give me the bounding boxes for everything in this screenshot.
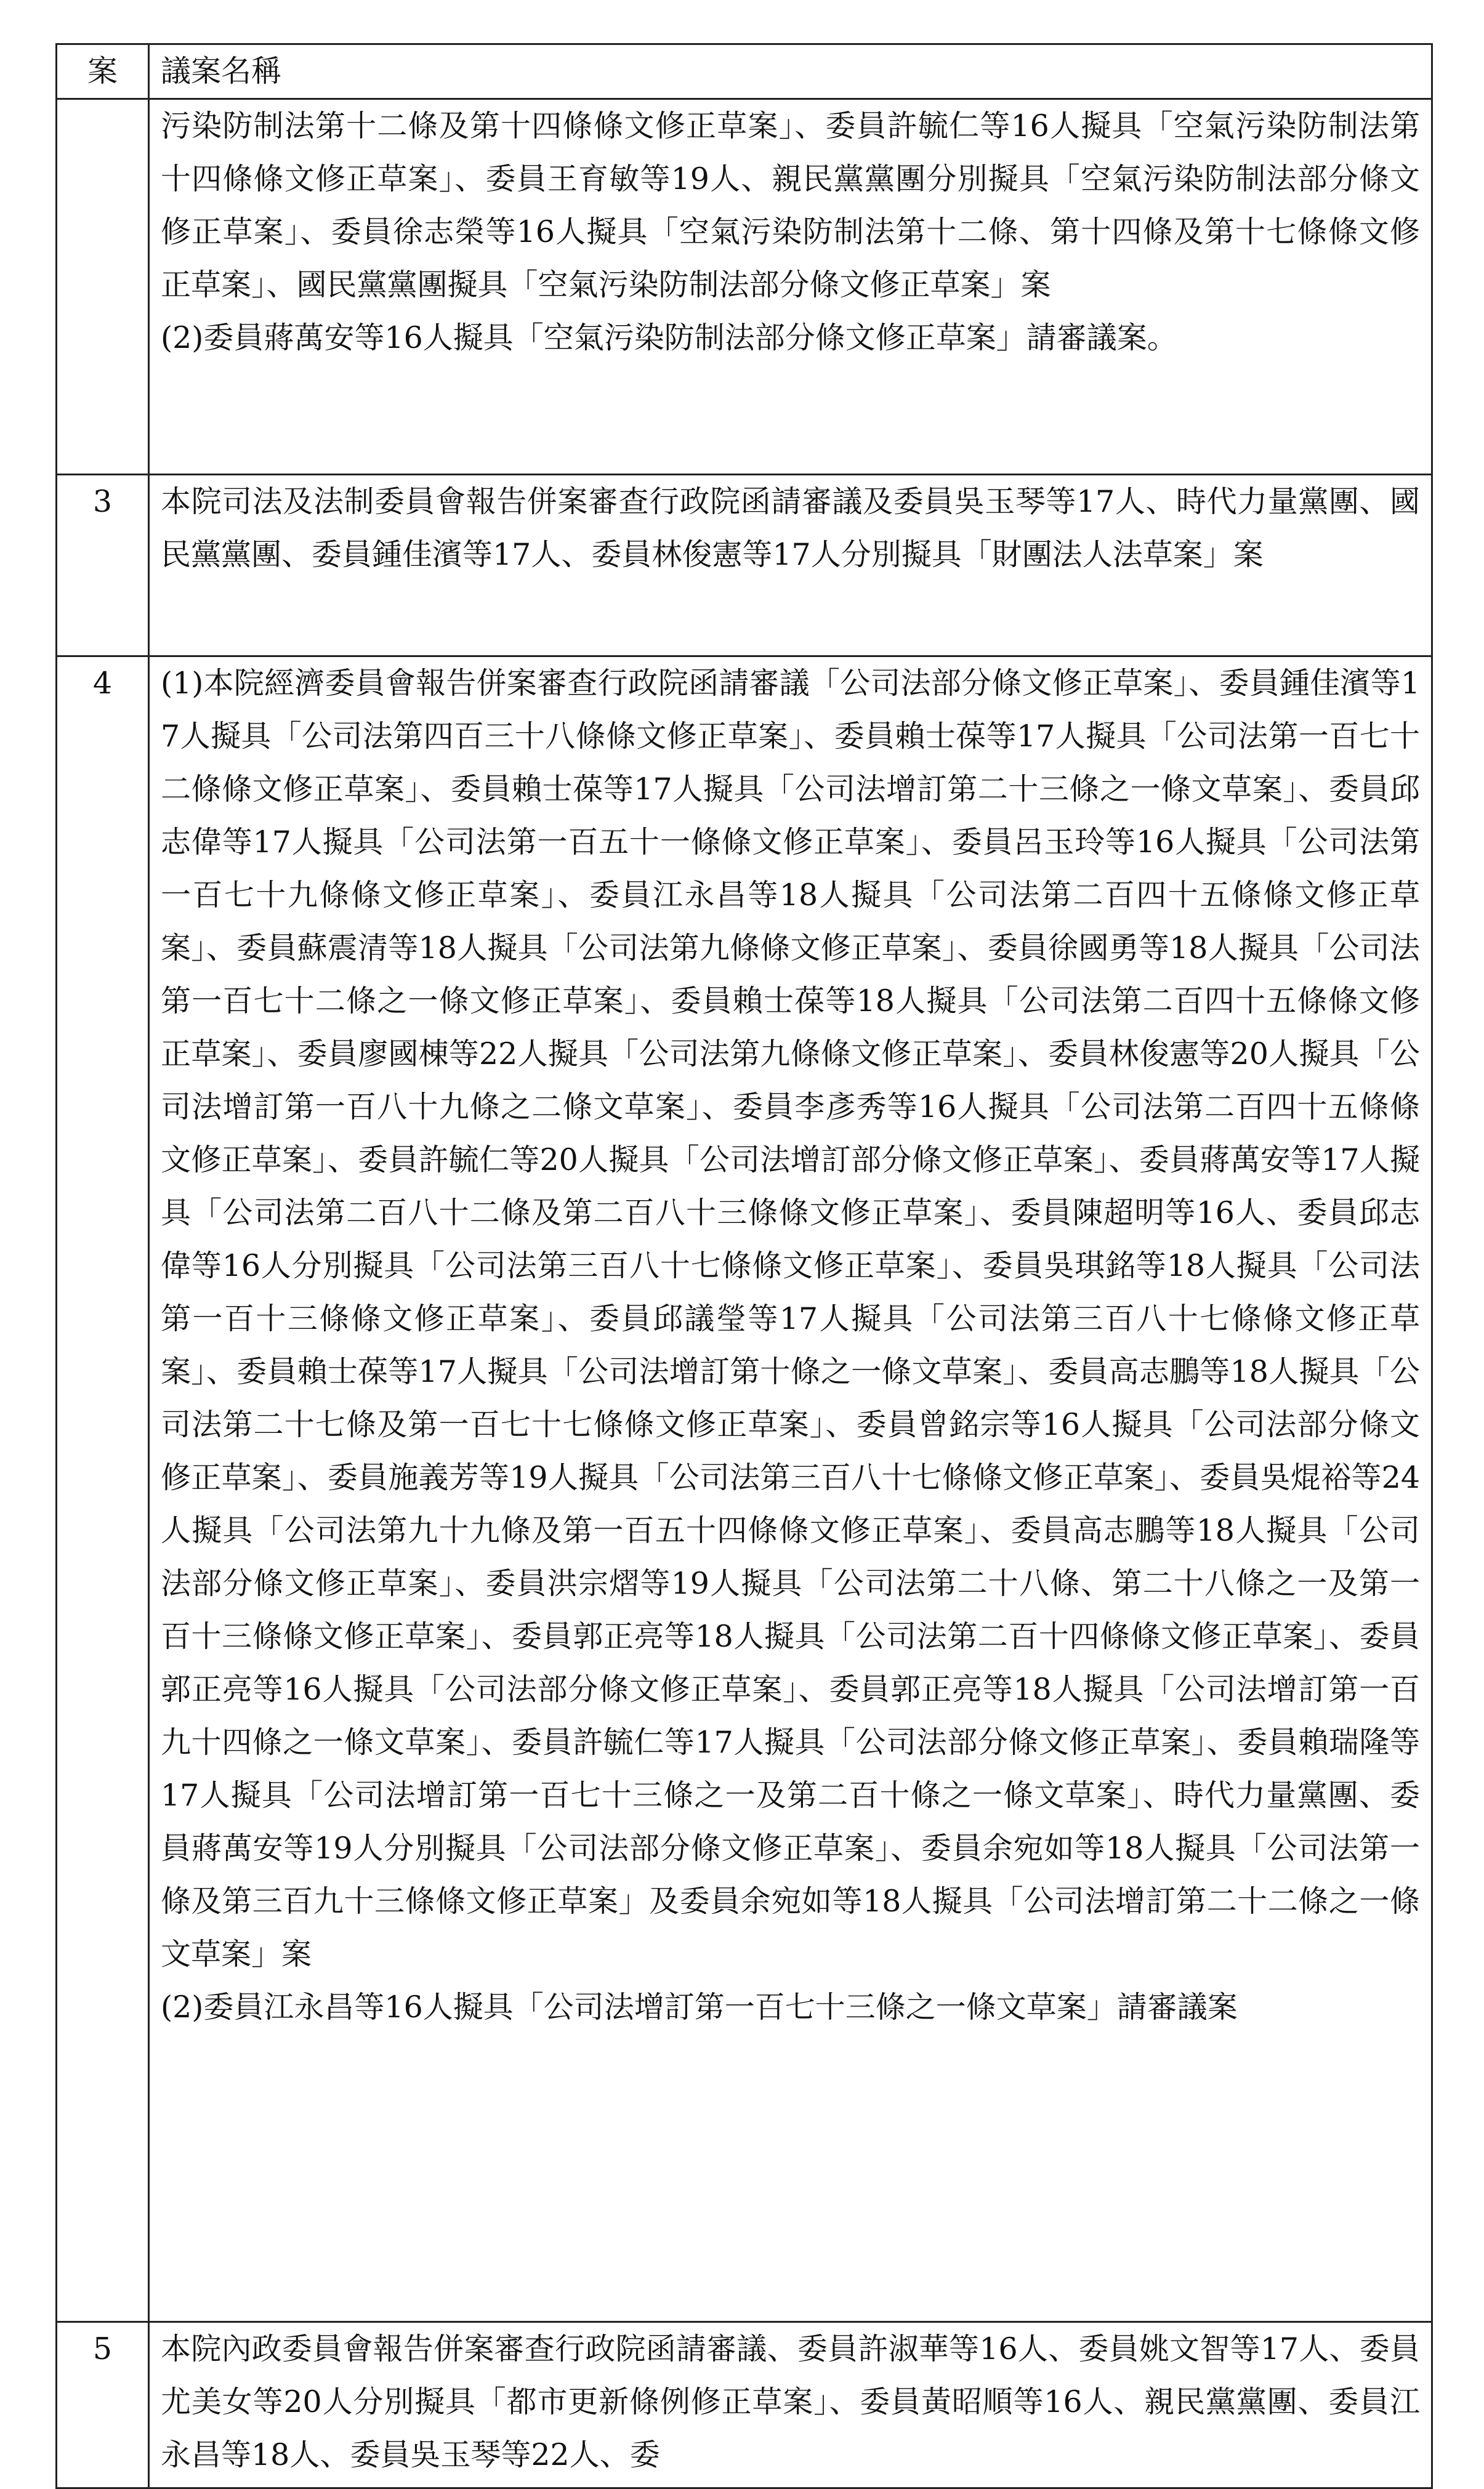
- row-case-number: 3: [57, 475, 149, 656]
- bill-text: 污染防制法第十二條及第十四條條文修正草案」、委員許毓仁等16人擬具「空氣污染防制法第十四條條文修正草案」、委員王育敏等19人、親民黨黨團分別擬具「空氣污染防制法部分條文修正草案」、委員徐志榮等16人擬具「空氣污染防制法第十二條、第十四條及第十七條條文修正草案」、國民黨黨團擬具「空氣污染防制法部分條文修正草案」案: [161, 108, 1420, 302]
- row-case-number: 4: [57, 656, 149, 2322]
- row-bill-name: [149, 475, 1432, 656]
- bill-text: 本院內政委員會報告併案審查行政院函請審議、委員許淑華等16人、委員姚文智等17人、委員尤美女等20人分別擬具「都市更新條例修正草案」、委員黃昭順等16人、親民黨黨團、委員江永昌等18人、委員吳玉琴等22人、委: [161, 2331, 1420, 2472]
- table-row: [57, 99, 1432, 475]
- header-case-number: 案: [57, 44, 149, 99]
- row-bill-name: [149, 656, 1432, 2322]
- bill-table: [55, 43, 1433, 2489]
- row-bill-name: [149, 99, 1432, 475]
- row-bill-name: [149, 2322, 1432, 2488]
- table-header-row: [57, 44, 1432, 99]
- row-case-number: 5: [57, 2322, 149, 2488]
- table-row: [57, 475, 1432, 656]
- table-row: [57, 2322, 1432, 2488]
- bill-text: 本院司法及法制委員會報告併案審查行政院函請審議及委員吳玉琴等17人、時代力量黨團、國民黨黨團、委員鍾佳濱等17人、委員林俊憲等17人分別擬具「財團法人法草案」案: [161, 484, 1420, 572]
- row-case-number: [57, 99, 149, 475]
- table-row: [57, 656, 1432, 2322]
- bill-text: (1)本院經濟委員會報告併案審查行政院函請審議「公司法部分條文修正草案」、委員鍾佳濱等17人擬具「公司法第四百三十八條條文修正草案」、委員賴士葆等17人擬具「公司法第一百七十二條條文修正草案」、委員賴士葆等17人擬具「公司法增訂第二十三條之一條文草案」、委員邱志偉等17人擬具「公司法第一百五十一條條文修正草案」、委員呂玉玲等16人擬具「公司法第一百七十九條條文修正草案」、委員江永昌等18人擬具「公司法第二百四十五條條文修正草案」、委員蘇震清等18人擬具「公司法第九條條文修正草案」、委員徐國勇等18人擬具「公司法第一百七十二條之一條文修正草案」、委員賴士葆等18人擬具「公司法第二百四十五條條文修正草案」、委員廖國棟等22人擬具「公司法第九條條文修正草案」、委員林俊憲等20人擬具「公司法增訂第一百八十九條之二條文草案」、委員李彥秀等16人擬具「公司法第二百四十五條條文修正草案」、委員許毓仁等20人擬具「公司法增訂部分條文修正草案」、委員蔣萬安等17人擬具「公司法第二百八十二條及第二百八十三條條文修正草案」、委員陳超明等16人、委員邱志偉等16人分別擬具「公司法第三百八十七條條文修正草案」、委員吳琪銘等18人擬具「公司法第一百十三條條文修正草案」、委員邱議瑩等17人擬具「公司法第三百八十七條條文修正草案」、委員賴士葆等17人擬具「公司法增訂第十條之一條文草案」、委員高志鵬等18人擬具「公司法第二十七條及第一百七十七條條文修正草案」、委員曾銘宗等16人擬具「公司法部分條文修正草案」、委員施義芳等19人擬具「公司法第三百八十七條條文修正草案」、委員吳焜裕等24人擬具「公司法第九十九條及第一百五十四條條文修正草案」、委員高志鵬等18人擬具「公司法部分條文修正草案」、委員洪宗熠等19人擬具「公司法第二十八條、第二十八條之一及第一百十三條條文修正草案」、委員郭正亮等18人擬具「公司法第二百十四條條文修正草案」、委員郭正亮等16人擬具「公司法部分條文修正草案」、委員郭正亮等18人擬具「公司法增訂第一百九十四條之一條文草案」、委員許毓仁等17人擬具「公司法部分條文修正草案」、委員賴瑞隆等17人擬具「公司法增訂第一百七十三條之一及第二百十條之一條文草案」、時代力量黨團、委員蔣萬安等19人分別擬具「公司法部分條文修正草案」、委員余宛如等18人擬具「公司法第一條及第三百九十三條條文修正草案」及委員余宛如等18人擬具「公司法增訂第二十二條之一條文草案」案: [161, 666, 1420, 1972]
- bill-subitem: (2)委員蔣萬安等16人擬具「空氣污染防制法部分條文修正草案」請審議案。: [161, 320, 1177, 355]
- bill-subitem: (2)委員江永昌等16人擬具「公司法增訂第一百七十三條之一條文草案」請審議案: [161, 1990, 1238, 2025]
- header-bill-name: 議案名稱: [149, 44, 1432, 99]
